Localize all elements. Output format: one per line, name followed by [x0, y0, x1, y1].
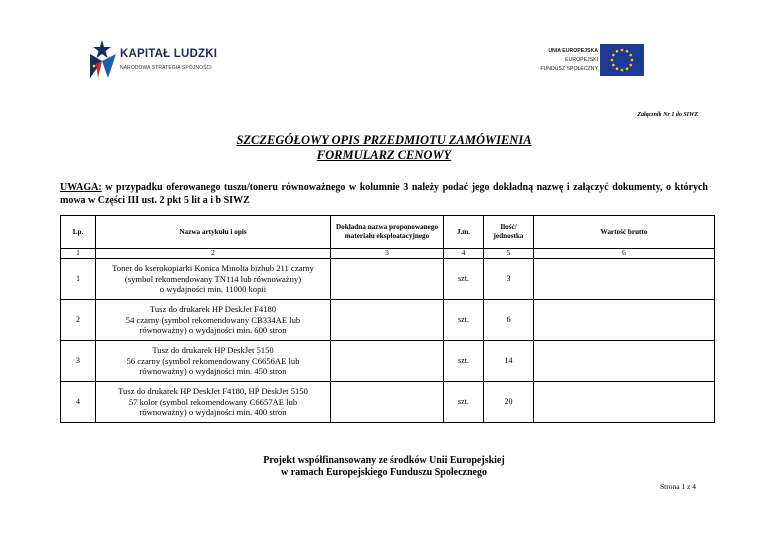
- kapital-ludzki-subtitle: NARODOWA STRATEGIA SPÓJNOŚCI: [120, 65, 212, 71]
- row-value-cell[interactable]: [534, 341, 715, 382]
- row-proposed-name-cell[interactable]: [331, 300, 444, 341]
- desc-line: Toner do kserokopiarki Konica Minolta bizhub 211 czarny: [112, 263, 314, 274]
- row-value-cell[interactable]: [534, 382, 715, 423]
- title-line1: SZCZEGÓŁOWY OPIS PRZEDMIOTU ZAMÓWIENIA: [236, 133, 532, 147]
- header-unit: J.m.: [444, 216, 484, 249]
- col-number: 5: [484, 249, 534, 259]
- note-lead: UWAGA:: [60, 182, 102, 193]
- row-qty: 20: [484, 382, 534, 423]
- row-value-cell[interactable]: [534, 300, 715, 341]
- document-title: [0, 133, 768, 163]
- row-lp: 3: [61, 341, 96, 382]
- desc-line: o wydajności min. 11000 kopii: [159, 284, 267, 295]
- row-unit: szt.: [444, 341, 484, 382]
- header-name: Nazwa artykułu i opis: [96, 216, 331, 249]
- eu-line1: UNIA EUROPEJSKA: [548, 48, 598, 54]
- row-unit: szt.: [444, 300, 484, 341]
- table-header-row: [61, 216, 715, 249]
- row-lp: 4: [61, 382, 96, 423]
- col-number: 2: [96, 249, 331, 259]
- desc-line: równoważny) o wydajności min. 450 stron: [139, 366, 287, 377]
- kapital-ludzki-logo: [88, 40, 218, 80]
- kapital-ludzki-emblem-icon: [88, 40, 118, 80]
- table-row: [61, 341, 715, 382]
- col-number: 3: [331, 249, 444, 259]
- table-row: [61, 259, 715, 300]
- row-qty: 14: [484, 341, 534, 382]
- title-line2: FORMULARZ CENOWY: [316, 148, 452, 162]
- footer-cofinancing: [0, 455, 768, 479]
- eu-flag-icon: [600, 44, 644, 76]
- desc-line: równoważny) o wydajności min. 400 stron: [139, 407, 287, 418]
- header-value: Wartość brutto: [534, 216, 715, 249]
- row-qty: 6: [484, 300, 534, 341]
- row-description: [96, 382, 331, 423]
- row-lp: 2: [61, 300, 96, 341]
- desc-line: (symbol rekomendowany TN114 lub równoważny): [124, 273, 302, 284]
- note-text: w przypadku oferowanego tuszu/toneru równoważnego w kolumnie 3 należy podać jego dokładną nazwę i załączyć dokumenty, o których mowa w Części III ust. 2 pkt 5 lit a i b SIWZ: [60, 182, 708, 206]
- table-row: [61, 300, 715, 341]
- row-unit: szt.: [444, 259, 484, 300]
- desc-line: równoważny) o wydajności min. 600 stron: [139, 325, 287, 336]
- table-number-row: [61, 249, 715, 259]
- row-unit: szt.: [444, 382, 484, 423]
- page-number: Strona 1 z 4: [659, 482, 696, 491]
- row-qty: 3: [484, 259, 534, 300]
- row-value-cell[interactable]: [534, 259, 715, 300]
- col-number: 6: [534, 249, 715, 259]
- desc-line: Tusz do drukarek HP DeskJet 5150: [152, 345, 274, 356]
- kapital-ludzki-title: KAPITAŁ LUDZKI: [120, 48, 218, 60]
- col-number: 1: [61, 249, 96, 259]
- desc-line: Tusz do drukarek HP DeskJet F4180, HP DeskJet 5150: [118, 386, 308, 397]
- header-proposed: Dokładna nazwa proponowanego materiału eksploatacyjnego: [331, 216, 444, 249]
- eu-logo: [528, 44, 644, 78]
- desc-line: 56 czarny (symbol rekomendowany C6656AE lub: [126, 355, 300, 366]
- table-row: [61, 382, 715, 423]
- row-proposed-name-cell[interactable]: [331, 341, 444, 382]
- header-qty: Ilość/ jednostka: [484, 216, 534, 249]
- row-description: [96, 300, 331, 341]
- row-description: [96, 341, 331, 382]
- eu-line2: EUROPEJSKI: [565, 57, 598, 63]
- col-number: 4: [444, 249, 484, 259]
- eu-logo-text: [540, 47, 598, 74]
- note-paragraph: [60, 181, 708, 207]
- desc-line: 57 kolor (symbol rekomendowany C6657AE lub: [128, 396, 298, 407]
- eu-line3: FUNDUSZ SPOŁECZNY: [540, 66, 598, 72]
- row-lp: 1: [61, 259, 96, 300]
- desc-line: Tusz do drukarek HP DeskJet F4180: [149, 304, 277, 315]
- attachment-label: Załącznik Nr 1 do SIWZ: [637, 112, 698, 118]
- row-proposed-name-cell[interactable]: [331, 382, 444, 423]
- footer-line1: Projekt współfinansowany ze środków Unii Europejskiej: [263, 455, 505, 466]
- desc-line: 54 czarny (symbol rekomendowany CB334AE lub: [125, 314, 301, 325]
- row-description: [96, 259, 331, 300]
- header-lp: Lp.: [61, 216, 96, 249]
- footer-line2: w ramach Europejskiego Funduszu Społecznego: [281, 467, 487, 478]
- price-form-table: [60, 215, 715, 423]
- row-proposed-name-cell[interactable]: [331, 259, 444, 300]
